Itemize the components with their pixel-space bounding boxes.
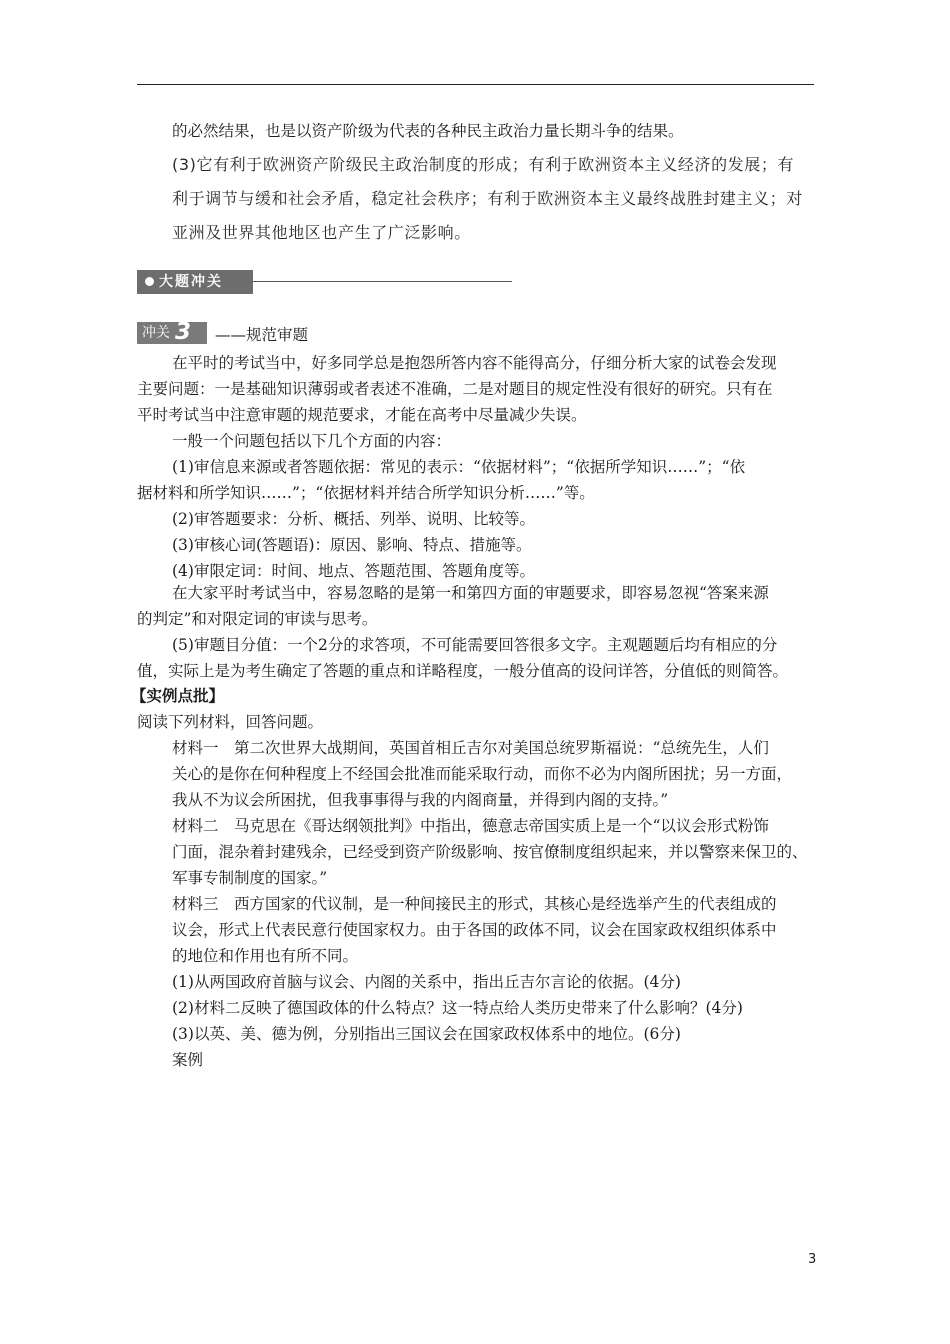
handwritten-answer-line: 亚洲及世界其他地区也产生了广泛影响。 [172,223,471,242]
material-line: 门面，混杂着封建残余，已经受到资产阶级影响、按官僚制度组织起来，并以警察来保卫的、 [172,843,808,861]
text-line: 一般一个问题包括以下几个方面的内容： [172,432,452,450]
question-line: (1)从两国政府首脑与议会、内阁的关系中，指出丘吉尔言论的依据。(4分) [172,973,681,991]
section-banner-label [137,270,253,294]
material-line: 材料三 西方国家的代议制，是一种间接民主的形式，其核心是经选举产生的代表组成的 [172,895,777,913]
text-line: (3)审核心词(答题语)：原因、影响、特点、措施等。 [172,536,532,554]
bullet-dot-icon [145,277,154,286]
chongguan-title: ——规范审题 [215,326,309,344]
text-line: 主要问题：一是基础知识薄弱或者表述不准确，二是对题目的规定性没有很好的研究。只有在 [137,380,773,398]
handwritten-answer-line: (3)它有利于欧洲资产阶级民主政治制度的形成；有利于欧洲资本主义经济的发展；有 [172,155,795,174]
chongguan-number: 3 [175,319,192,345]
material-line: 材料二 马克思在《哥达纲领批判》中指出，德意志帝国实质上是一个“以议会形式粉饰 [172,817,769,835]
text-line: (4)审限定词：时间、地点、答题范围、答题角度等。 [172,562,535,580]
text-line: 据材料和所学知识……”；“依据材料并结合所学知识分析……”等。 [137,484,595,502]
text-line: 平时考试当中注意审题的规范要求，才能在高考中尽量减少失误。 [137,406,587,424]
text-line: (5)审题目分值：一个2分的求答项，不可能需要回答很多文字。主观题题后均有相应的分 [172,636,778,654]
text-line: 的必然结果，也是以资产阶级为代表的各种民主政治力量长期斗争的结果。 [172,122,684,140]
material-line: 军事专制制度的国家。” [172,869,328,887]
text-line: (1)审信息来源或者答题依据：常见的表示：“依据材料”；“依据所学知识……”；“依 [172,458,746,476]
text-line: 值，实际上是为考生确定了答题的重点和详略程度，一般分值高的设问详答，分值低的则简答。 [137,662,789,680]
material-line: 我从不为议会所困扰，但我事事得与我的内阁商量，并得到内阁的支持。” [172,791,669,809]
section-banner-text: 大题冲关 [159,274,223,290]
chongguan-label: 冲关 [142,325,170,341]
question-line: (3)以英、美、德为例，分别指出三国议会在国家政权体系中的地位。(6分) [172,1025,681,1043]
material-line: 的地位和作用也有所不同。 [172,947,359,965]
material-line: 议会，形式上代表民意行使国家权力。由于各国的政体不同，议会在国家政权组织体系中 [172,921,777,939]
text-line: 在大家平时考试当中，容易忽略的是第一和第四方面的审题要求，即容易忽视“答案来源 [172,584,769,602]
text-line: 在平时的考试当中，好多同学总是抱怨所答内容不能得高分，仔细分析大家的试卷会发现 [172,354,777,372]
example-prompt: 阅读下列材料，回答问题。 [137,713,324,731]
material-line: 材料一 第二次世界大战期间，英国首相丘吉尔对美国总统罗斯福说：“总统先生，人们 [172,739,769,757]
material-line: 关心的是你在何种程度上不经国会批准而能采取行动，而你不必为内阁所困扰；另一方面， [172,765,793,783]
question-line: (2)材料二反映了德国政体的什么特点？这一特点给人类历史带来了什么影响？(4分) [172,999,743,1017]
handwritten-answer-line: 利于调节与缓和社会矛盾，稳定社会秩序；有利于欧洲资本主义最终战胜封建主义；对 [172,189,803,208]
text-line: 的判定”和对限定词的审读与思考。 [137,610,378,628]
header-rule [137,84,814,85]
example-heading: 【实例点批】 [131,686,225,705]
section-banner-rule [253,281,512,282]
chongguan-label-box [137,322,207,344]
section-banner [137,270,512,294]
page-number: 3 [808,1252,817,1267]
case-label: 案例 [172,1051,204,1069]
text-line: (2)审答题要求：分析、概括、列举、说明、比较等。 [172,510,535,528]
